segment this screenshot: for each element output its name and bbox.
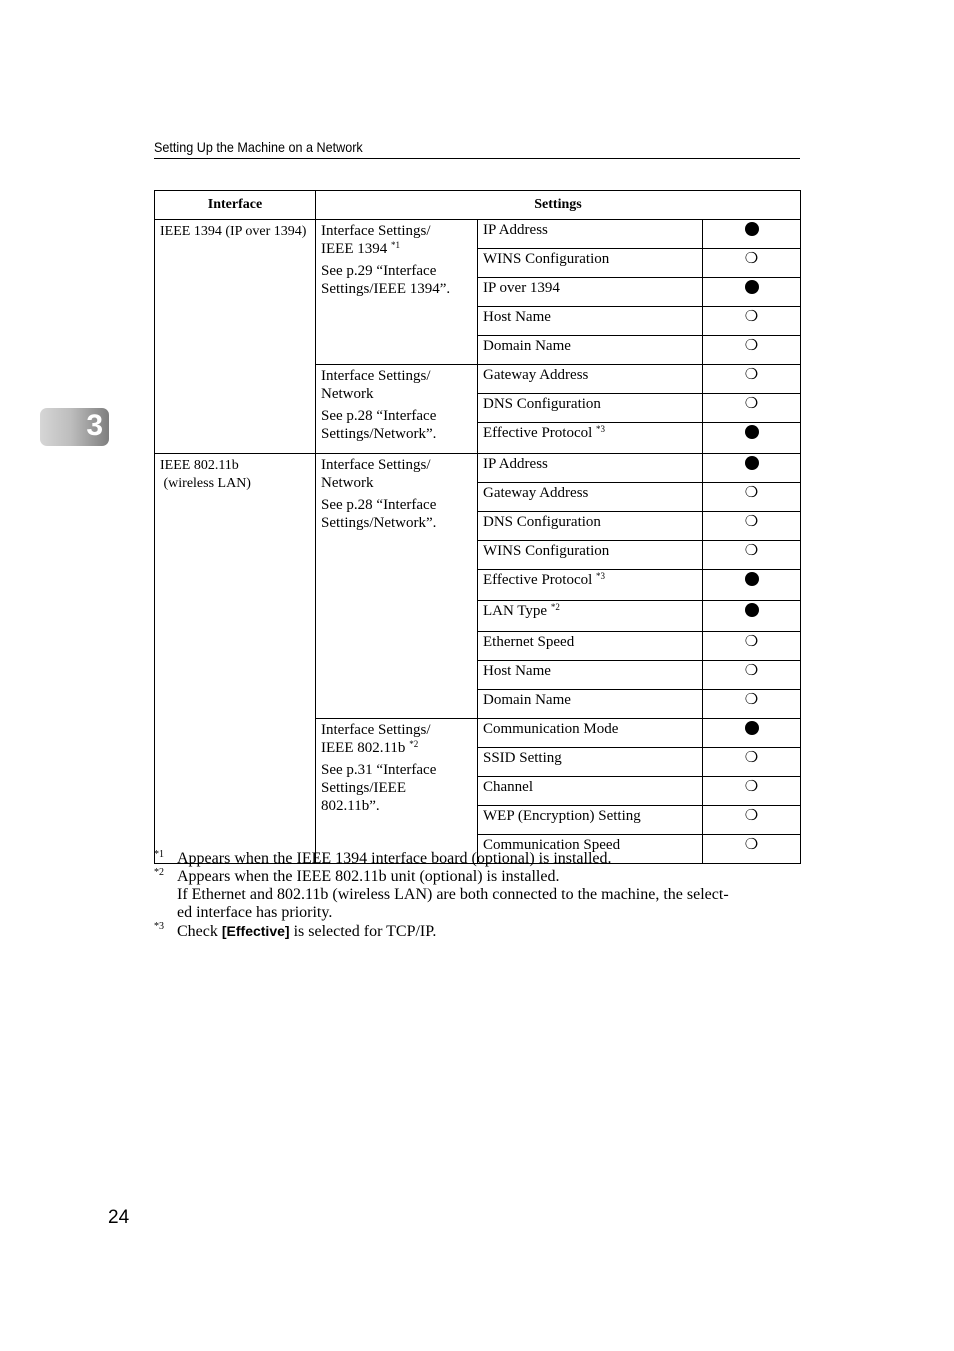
group-reference: See p.29 “Interface Settings/IEEE 1394”. [321, 263, 451, 297]
setting-item: Gateway Address [478, 365, 703, 394]
footnote-marker: *3 [154, 921, 164, 932]
group-title: Interface Settings/ Network [321, 368, 431, 402]
setting-item: Domain Name [478, 336, 703, 365]
availability-mark [703, 512, 801, 541]
open-circle-icon: ❍ [744, 543, 759, 559]
footnote-3 [154, 922, 802, 941]
open-circle-icon: ❍ [744, 485, 759, 501]
availability-mark [703, 632, 801, 661]
filled-circle-icon [745, 425, 759, 439]
open-circle-icon: ❍ [744, 514, 759, 530]
group-title: Interface Settings/ Network [321, 457, 431, 491]
setting-item: Communication Mode [478, 719, 703, 748]
open-circle-icon: ❍ [744, 837, 759, 853]
interface-cell-ieee1394: IEEE 1394 (IP over 1394) [155, 220, 316, 454]
footnote-2 [154, 868, 802, 922]
footnote-text: If Ethernet and 802.11b (wireless LAN) are both connected to the machine, the select- [177, 886, 729, 903]
setting-item: Effective Protocol $^{*3}$ [478, 570, 703, 601]
footnote-text: ed interface has priority. [177, 904, 333, 921]
availability-mark [703, 365, 801, 394]
footnote-text: Check [Effective] is selected for TCP/IP. [177, 923, 437, 940]
filled-circle-icon [745, 222, 759, 236]
filled-circle-icon [745, 280, 759, 294]
availability-mark [703, 423, 801, 454]
interface-cell-ieee80211b: IEEE 802.11b (wireless LAN) [155, 454, 316, 864]
group-cell-ieee80211b [316, 719, 478, 864]
availability-mark [703, 570, 801, 601]
footnote-marker: *2 [154, 867, 164, 878]
setting-item: IP over 1394 [478, 278, 703, 307]
open-circle-icon: ❍ [744, 634, 759, 650]
open-circle-icon: ❍ [744, 309, 759, 325]
availability-mark [703, 806, 801, 835]
setting-item: Effective Protocol $^{*3}$ [478, 423, 703, 454]
setting-item: Channel [478, 777, 703, 806]
group-reference: See p.31 “Interface Settings/IEEE 802.11b”. [321, 762, 437, 814]
header-rule [154, 158, 800, 159]
filled-circle-icon [745, 456, 759, 470]
command-name: [Effective] [221, 923, 290, 939]
setting-item: DNS Configuration [478, 394, 703, 423]
column-header-interface: Interface [155, 191, 316, 220]
setting-item: Domain Name [478, 690, 703, 719]
availability-mark [703, 307, 801, 336]
setting-item: Gateway Address [478, 483, 703, 512]
filled-circle-icon [745, 572, 759, 586]
group-reference: See p.28 “Interface Settings/Network”. [321, 497, 437, 531]
availability-mark [703, 777, 801, 806]
page-number: 24 [108, 1207, 130, 1228]
group-title: Interface Settings/ IEEE 1394 $^{*1}$ [321, 223, 431, 257]
setting-item: IP Address [478, 454, 703, 483]
availability-mark [703, 719, 801, 748]
setting-item: LAN Type $^{*2}$ [478, 601, 703, 632]
footnote-text: Appears when the IEEE 1394 interface board (optional) is installed. [177, 850, 612, 867]
availability-mark [703, 748, 801, 777]
open-circle-icon: ❍ [744, 692, 759, 708]
open-circle-icon: ❍ [744, 750, 759, 766]
column-header-settings: Settings [316, 191, 801, 220]
availability-mark [703, 336, 801, 365]
group-title: Interface Settings/ IEEE 802.11b $^{*2}$ [321, 722, 431, 756]
availability-mark [703, 394, 801, 423]
availability-mark [703, 483, 801, 512]
footnotes [154, 850, 802, 941]
setting-item: WINS Configuration [478, 541, 703, 570]
availability-mark [703, 249, 801, 278]
availability-mark [703, 601, 801, 632]
group-cell-network [316, 365, 478, 454]
filled-circle-icon [745, 603, 759, 617]
setting-item: WEP (Encryption) Setting [478, 806, 703, 835]
footnote-text: Appears when the IEEE 802.11b unit (optional) is installed. [177, 868, 560, 885]
availability-mark [703, 690, 801, 719]
availability-mark [703, 661, 801, 690]
availability-mark [703, 454, 801, 483]
running-header: Setting Up the Machine on a Network [154, 139, 363, 155]
open-circle-icon: ❍ [744, 396, 759, 412]
open-circle-icon: ❍ [744, 367, 759, 383]
open-circle-icon: ❍ [744, 663, 759, 679]
setting-item: WINS Configuration [478, 249, 703, 278]
setting-item: DNS Configuration [478, 512, 703, 541]
group-cell-ieee1394 [316, 220, 478, 365]
chapter-tab [40, 408, 109, 446]
setting-item: SSID Setting [478, 748, 703, 777]
open-circle-icon: ❍ [744, 779, 759, 795]
availability-mark [703, 541, 801, 570]
setting-item: Ethernet Speed [478, 632, 703, 661]
availability-mark [703, 220, 801, 249]
group-cell-network-wireless [316, 454, 478, 719]
setting-item: Host Name [478, 661, 703, 690]
footnote-marker: *1 [154, 849, 164, 860]
setting-item: Host Name [478, 307, 703, 336]
availability-mark [703, 278, 801, 307]
setting-item: IP Address [478, 220, 703, 249]
settings-table [154, 190, 801, 864]
setting-item: Communication Speed [478, 835, 703, 864]
filled-circle-icon [745, 721, 759, 735]
open-circle-icon: ❍ [744, 808, 759, 824]
open-circle-icon: ❍ [744, 338, 759, 354]
footnote-1 [154, 850, 802, 868]
chapter-number: 3 [86, 409, 103, 442]
open-circle-icon: ❍ [744, 251, 759, 267]
group-reference: See p.28 “Interface Settings/Network”. [321, 408, 437, 442]
